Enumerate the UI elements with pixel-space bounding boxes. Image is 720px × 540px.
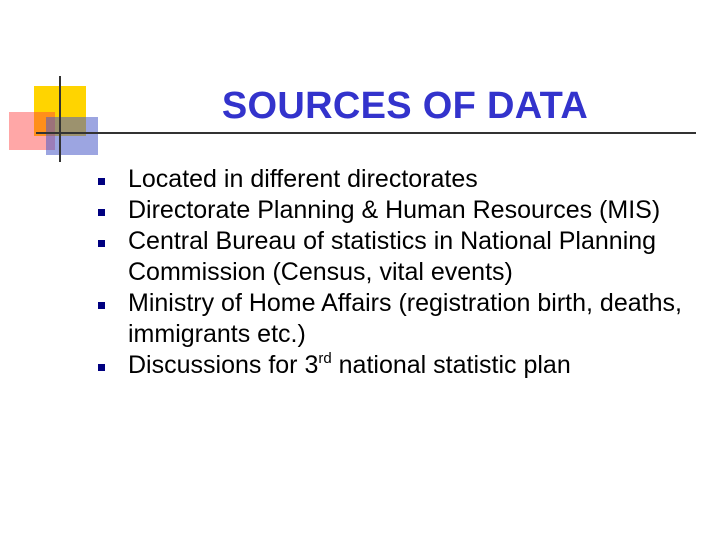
slide-title: SOURCES OF DATA bbox=[221, 85, 589, 127]
bullet-item bbox=[88, 164, 698, 195]
square-bullet-icon bbox=[98, 364, 105, 371]
bullet-text: Central Bureau of statistics in National Planning Commission (Census, vital events) bbox=[128, 227, 657, 286]
title-underline-divider bbox=[36, 132, 696, 134]
ordinal-superscript: rd bbox=[318, 350, 332, 367]
bullet-item bbox=[88, 226, 698, 288]
square-bullet-icon bbox=[98, 240, 105, 247]
bullet-text: Located in different directorates bbox=[128, 165, 478, 193]
decorative-blue-square bbox=[46, 117, 98, 155]
decorative-vertical-line bbox=[59, 76, 61, 162]
bullet-text-before: Discussions for 3 bbox=[128, 351, 319, 379]
square-bullet-icon bbox=[98, 178, 105, 185]
bullet-text: Directorate Planning & Human Resources (MIS) bbox=[128, 196, 661, 224]
square-bullet-icon bbox=[98, 209, 105, 216]
bullet-item bbox=[88, 288, 698, 350]
bullet-text: Ministry of Home Affairs (registration birth, deaths, immigrants etc.) bbox=[128, 289, 682, 348]
square-bullet-icon bbox=[98, 302, 105, 309]
bullet-item bbox=[88, 350, 698, 381]
bullet-list bbox=[88, 164, 698, 381]
bullet-item bbox=[88, 195, 698, 226]
bullet-text-after: national statistic plan bbox=[331, 351, 571, 379]
